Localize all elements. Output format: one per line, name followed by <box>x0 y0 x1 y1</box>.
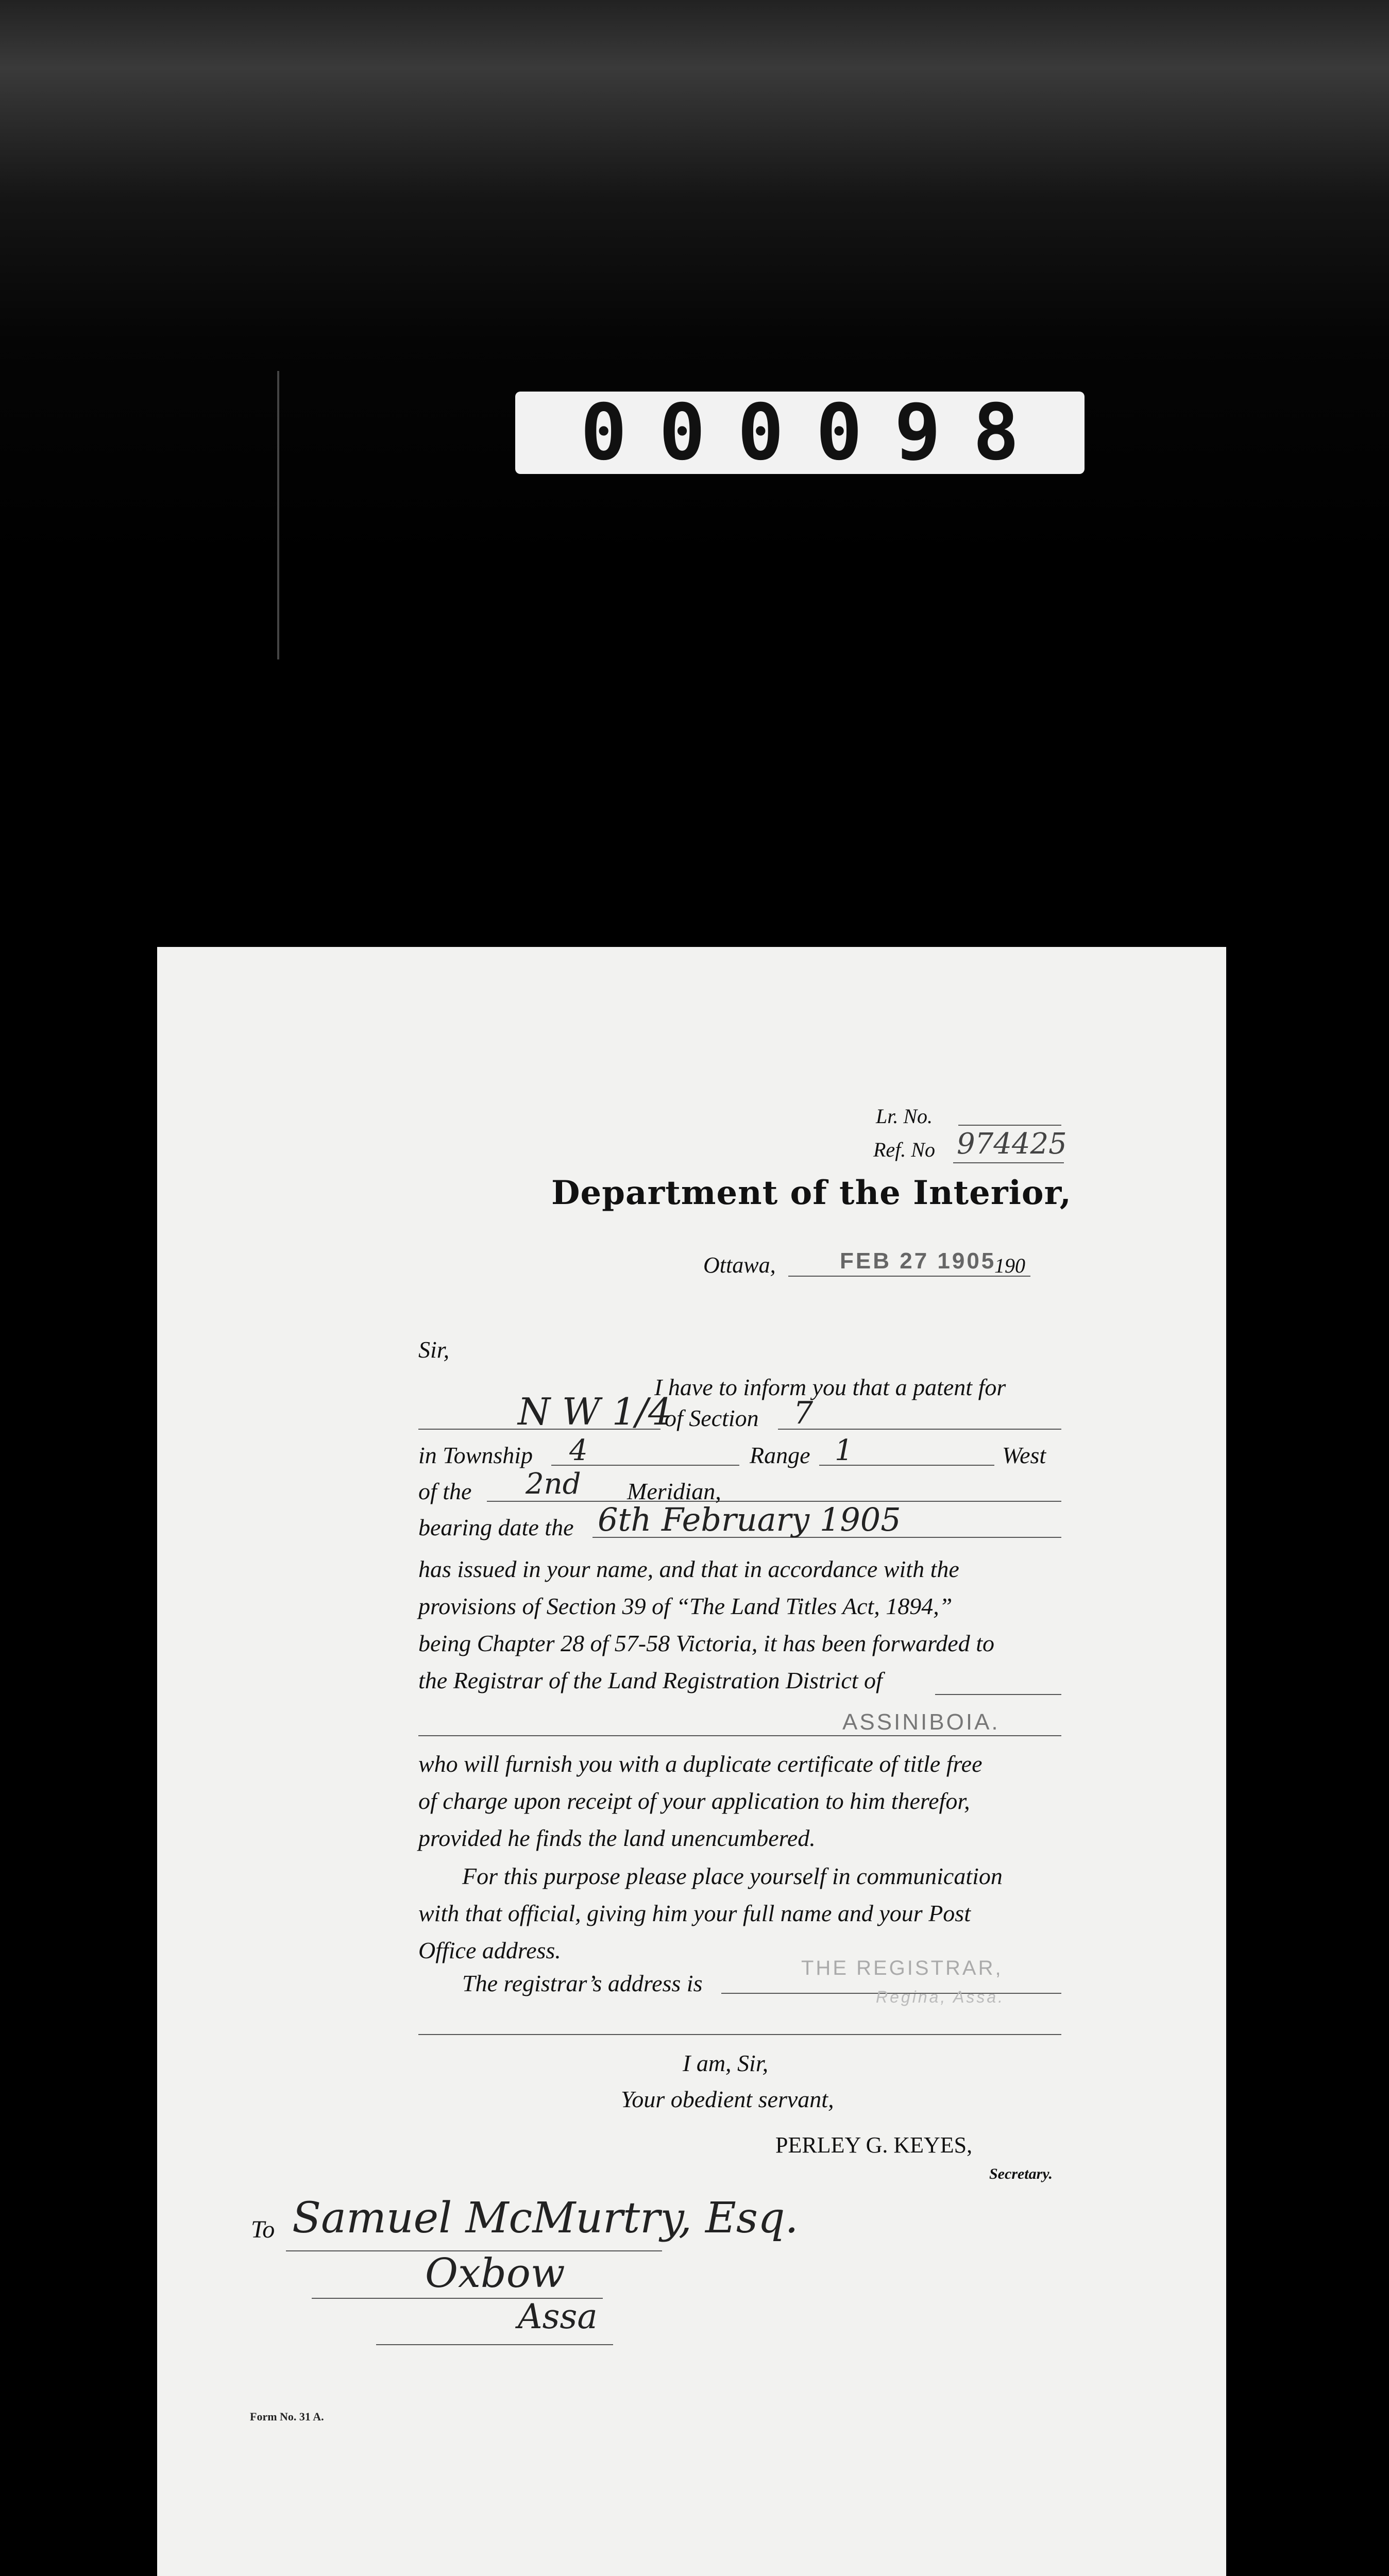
of-section-label: of Section <box>665 1405 759 1431</box>
of-the-label: of the <box>418 1478 472 1504</box>
year-prefix: 190 <box>994 1254 1025 1277</box>
addressee-province: Assa <box>518 2297 598 2336</box>
letter-page <box>157 947 1226 2576</box>
to-label: To <box>251 2216 275 2243</box>
lr-no-label: Lr. No. <box>876 1105 933 1128</box>
body-paragraph-1 <box>418 1551 1068 1699</box>
salutation: Sir, <box>418 1336 450 1363</box>
closing-1: I am, Sir, <box>683 2050 769 2076</box>
body-line: provided he finds the land unencumbered. <box>418 1825 816 1851</box>
body-paragraph-3 <box>418 1858 1068 1969</box>
body-line: of charge upon receipt of your application to him therefor, <box>418 1788 970 1814</box>
frame-counter <box>515 388 1085 478</box>
body-line: For this purpose please place yourself in communication <box>462 1863 1003 1889</box>
range-label: Range <box>750 1442 810 1468</box>
date-stamp: FEB 27 1905 <box>840 1248 996 1274</box>
district-line-2 <box>418 1735 1061 1736</box>
township-value: 4 <box>569 1434 588 1467</box>
signatory-title: Secretary. <box>989 2165 1053 2182</box>
land-part-value: N W 1/4 <box>518 1390 672 1433</box>
form-number: Form No. 31 A. <box>250 2410 324 2423</box>
film-edge-mark <box>277 371 279 659</box>
west-label: West <box>1002 1442 1046 1468</box>
addressee-line-3 <box>376 2344 613 2345</box>
lr-no-line <box>958 1125 1061 1126</box>
registrar-stamp-name: THE REGISTRAR, <box>801 1957 1003 1979</box>
body-line: with that official, giving him your full name and your Post <box>418 1900 971 1926</box>
section-line <box>778 1429 1061 1430</box>
district-line-1 <box>935 1694 1061 1695</box>
bearing-label: bearing date the <box>418 1514 574 1540</box>
body-paragraph-2 <box>418 1745 1068 1857</box>
ref-no-label: Ref. No <box>873 1138 935 1161</box>
frame-number: 000098 <box>580 388 1052 478</box>
registrar-label: The registrar’s address is <box>462 1970 703 1996</box>
body-line: being Chapter 28 of 57-58 Victoria, it has been forwarded to <box>418 1630 994 1656</box>
film-strip-header <box>0 0 1389 567</box>
bearing-value: 6th February 1905 <box>598 1501 901 1538</box>
ref-no-line <box>953 1162 1064 1163</box>
district-stamp: ASSINIBOIA. <box>842 1709 1000 1735</box>
meridian-label: Meridian, <box>627 1478 721 1504</box>
signatory-name: PERLEY G. KEYES, <box>775 2132 973 2158</box>
registrar-stamp-place: Regina, Assa. <box>876 1988 1005 2006</box>
meridian-value: 2nd <box>526 1467 581 1501</box>
body-line: has issued in your name, and that in accordance with the <box>418 1556 959 1582</box>
addressee-town: Oxbow <box>425 2250 565 2297</box>
ref-no-value: 974425 <box>957 1127 1067 1161</box>
place-label: Ottawa, <box>703 1252 776 1278</box>
addressee-name: Samuel McMurtry, Esq. <box>292 2194 799 2243</box>
range-value: 1 <box>835 1434 853 1467</box>
section-value: 7 <box>793 1395 814 1431</box>
department-heading: Department of the Interior, <box>551 1174 1072 1212</box>
body-line: the Registrar of the Land Registration District of <box>418 1667 883 1693</box>
intro-text: I have to inform you that a patent for <box>654 1374 1006 1400</box>
registrar-line-2 <box>418 2034 1061 2035</box>
body-line: who will furnish you with a duplicate certificate of title free <box>418 1751 983 1777</box>
body-line: provisions of Section 39 of “The Land Titles Act, 1894,” <box>418 1593 953 1619</box>
township-label: in Township <box>418 1442 533 1468</box>
closing-2: Your obedient servant, <box>621 2086 834 2112</box>
body-line: Office address. <box>418 1937 561 1963</box>
